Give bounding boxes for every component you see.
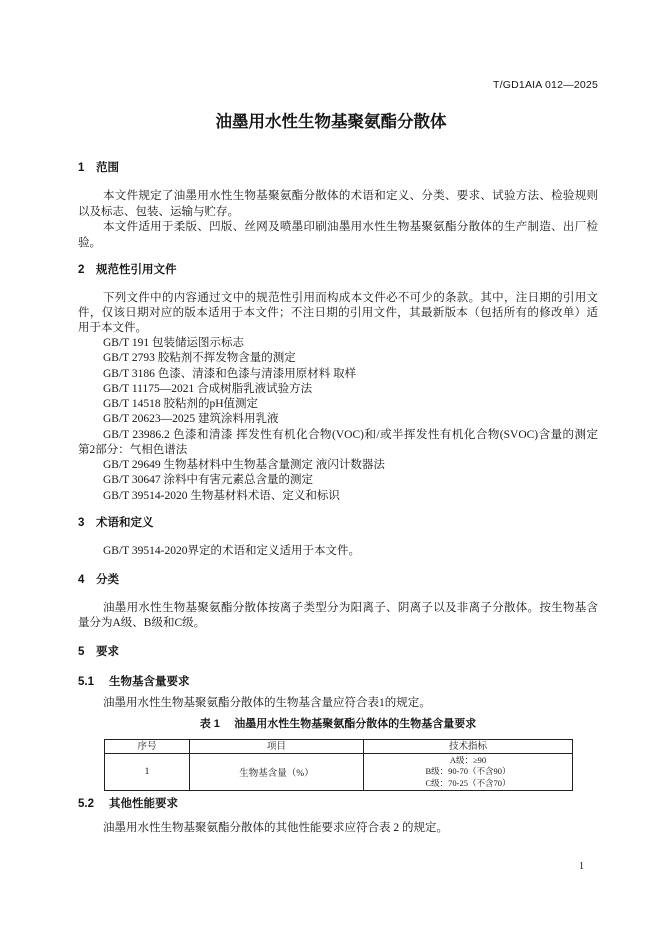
table-caption-text: 油墨用水性生物基聚氨酯分散体的生物基含量要求 bbox=[234, 717, 477, 730]
spec-line-grade-b: B级：90-70（不含90） bbox=[425, 766, 511, 777]
subsection-5-2-heading bbox=[78, 797, 598, 812]
subsection-title: 其他性能要求 bbox=[109, 797, 178, 810]
subsection-5-1-heading bbox=[78, 675, 598, 690]
section-title: 范围 bbox=[96, 161, 119, 174]
section-4-heading bbox=[78, 573, 598, 588]
section-number: 2 bbox=[78, 263, 85, 276]
section-3-heading bbox=[78, 516, 598, 531]
reference-item: GB/T 39514-2020 生物基材料术语、定义和标识 bbox=[103, 489, 340, 502]
reference-item: GB/T 11175—2021 合成树脂乳液试验方法 bbox=[103, 382, 313, 395]
section-title: 术语和定义 bbox=[96, 516, 154, 529]
subsection-number: 5.1 bbox=[78, 675, 94, 688]
references-intro-line: 件，仅该日期对应的版本适用于本文件；不注日期的引用文件，其最新版本（包括所有的修改单）适 bbox=[78, 306, 598, 319]
column-header-item: 项目 bbox=[190, 740, 364, 754]
reference-item: GB/T 3186 色漆、清漆和色漆与清漆用原材料 取样 bbox=[103, 367, 357, 380]
reference-item: GB/T 20623—2025 建筑涂料用乳液 bbox=[103, 413, 279, 426]
cell-spec bbox=[364, 754, 573, 791]
column-header-spec: 技术指标 bbox=[364, 740, 573, 754]
table-header bbox=[105, 740, 573, 754]
cell-no: 1 bbox=[105, 754, 190, 791]
subsection-5-2-paragraph-line: 油墨用水性生物基聚氨酯分散体的其他性能要求应符合表 2 的规定。 bbox=[103, 821, 448, 834]
spec-line-grade-a: A级：≥90 bbox=[449, 754, 487, 765]
section-2-heading bbox=[78, 263, 598, 278]
spec-line-grade-c: C级：70-25（不含70） bbox=[425, 777, 511, 788]
subsection-5-1-paragraph-line: 油墨用水性生物基聚氨酯分散体的生物基含量应符合表1的规定。 bbox=[103, 696, 431, 709]
table-header-row bbox=[105, 740, 573, 754]
classification-paragraph-line: 油墨用水性生物基聚氨酯分散体按离子类型分为阳离子、阴离子以及非离子分散体。按生物基含 bbox=[103, 601, 598, 614]
table-row bbox=[105, 754, 573, 791]
subsection-number: 5.2 bbox=[78, 797, 94, 810]
reference-item: GB/T 2793 胶粘剂不挥发物含量的测定 bbox=[103, 352, 296, 365]
references-intro-line: 用于本文件。 bbox=[78, 322, 147, 334]
reference-item: GB/T 14518 胶粘剂的pH值测定 bbox=[103, 398, 259, 411]
column-header-no: 序号 bbox=[105, 740, 190, 754]
bio-content-table bbox=[104, 739, 573, 791]
scope-paragraph-line: 本文件规定了油墨用水性生物基聚氨酯分散体的术语和定义、分类、要求、试验方法、检验规则 bbox=[103, 189, 598, 202]
document-title: 油墨用水性生物基聚氨酯分散体 bbox=[215, 113, 447, 131]
reference-item: GB/T 191 包装储运图示标志 bbox=[103, 337, 244, 350]
table-caption-label: 表 1 bbox=[199, 717, 220, 730]
section-title: 规范性引用文件 bbox=[96, 263, 177, 276]
references-intro-line: 下列文件中的内容通过文中的规范性引用而构成本文件必不可少的条款。其中，注日期的引用文 bbox=[103, 291, 598, 304]
reference-item-continuation: 第2部分：气相色谱法 bbox=[78, 443, 188, 456]
classification-paragraph-line: 量分为A级、B级和C级。 bbox=[78, 617, 206, 629]
reference-item: GB/T 23986.2 色漆和清漆 挥发性有机化合物(VOC)和/或半挥发性有机化合物(SVOC)含量的测定 bbox=[103, 428, 598, 441]
table-body bbox=[105, 754, 573, 791]
section-number: 4 bbox=[78, 573, 85, 586]
terms-paragraph-line: GB/T 39514-2020界定的术语和定义适用于本文件。 bbox=[103, 544, 360, 557]
section-number: 1 bbox=[78, 161, 85, 174]
scope-paragraph-line: 本文件适用于柔版、凹版、丝网及喷墨印刷油墨用水性生物基聚氨酯分散体的生产制造、出厂检 bbox=[103, 221, 598, 233]
page-number: 1 bbox=[579, 860, 584, 872]
section-number: 5 bbox=[78, 645, 85, 658]
standard-code: T/GD1AIA 012—2025 bbox=[493, 79, 598, 91]
section-1-heading bbox=[78, 161, 598, 176]
section-number: 3 bbox=[78, 516, 85, 529]
subsection-title: 生物基含量要求 bbox=[109, 675, 190, 688]
section-title: 要求 bbox=[96, 645, 119, 658]
reference-item: GB/T 29649 生物基材料中生物基含量测定 液闪计数器法 bbox=[103, 459, 385, 471]
reference-item: GB/T 30647 涂料中有害元素总含量的测定 bbox=[103, 474, 313, 487]
scope-paragraph-line: 以及标志、包装、运输与贮存。 bbox=[78, 205, 239, 218]
cell-item: 生物基含量（%） bbox=[190, 754, 364, 791]
table-1-caption bbox=[78, 717, 598, 732]
section-title: 分类 bbox=[96, 573, 119, 586]
scope-paragraph-line: 验。 bbox=[78, 236, 101, 249]
section-5-heading bbox=[78, 645, 598, 660]
